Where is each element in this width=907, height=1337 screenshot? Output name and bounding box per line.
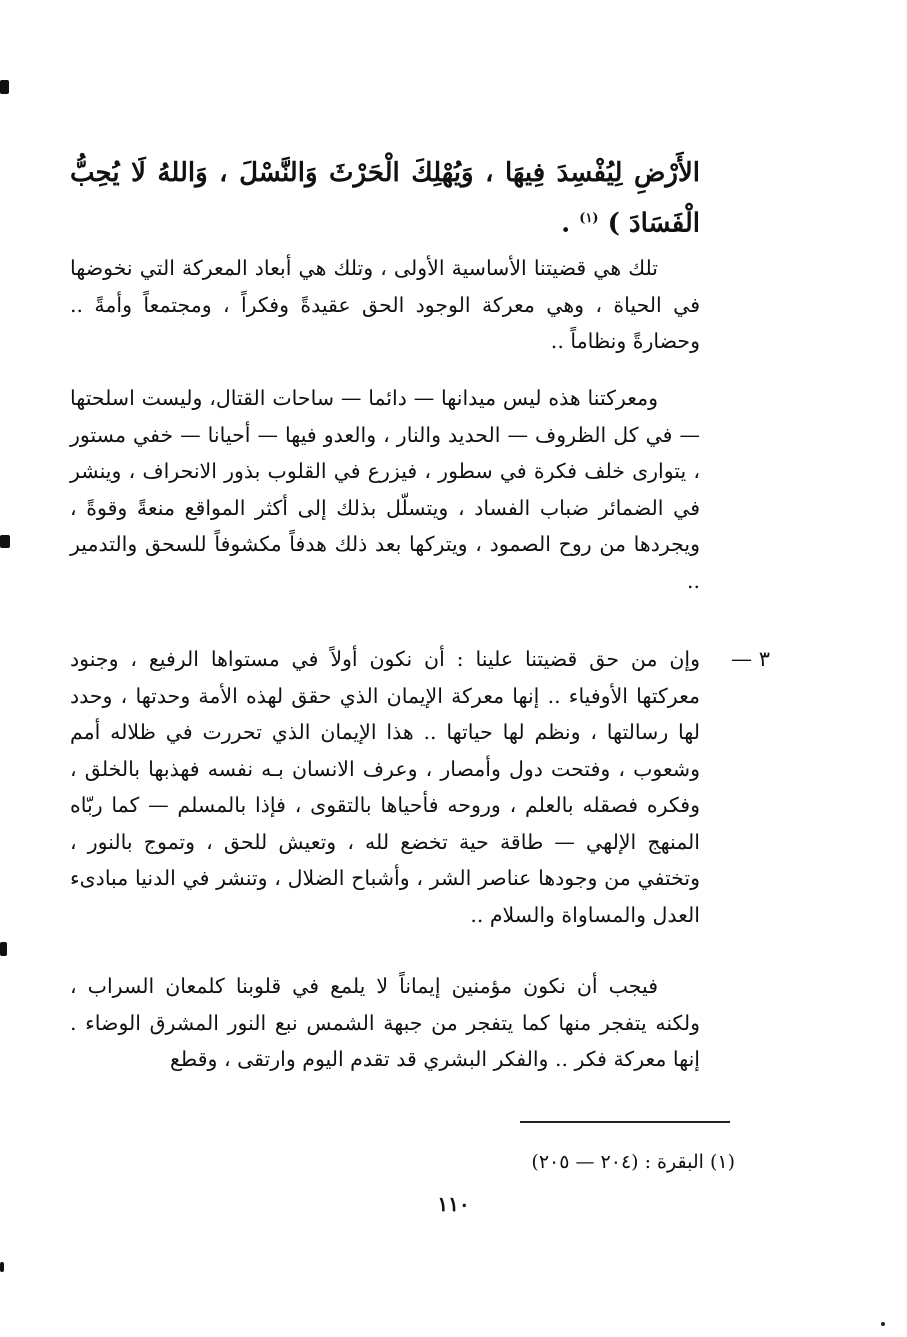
footnote-ref: (١) bbox=[579, 211, 599, 226]
paragraph-4: فيجب أن نكون مؤمنين إيماناً لا يلمع في قلوبنا كلمعان السراب ، ولكنه يتفجر منها كما يتفجر من جبهة الشمس نبع النور المشرق الوضاء . إنها معركة فكر .. والفكر البشري قد تقدم اليوم وارتقى ، وقطع bbox=[70, 974, 700, 1071]
scan-edge-mark bbox=[0, 942, 7, 956]
scan-edge-mark bbox=[0, 1262, 4, 1272]
quran-quote-end: . bbox=[561, 208, 580, 239]
scan-edge-mark bbox=[0, 535, 10, 548]
footnote: (١) البقرة : (٢٠٤ — ٢٠٥) bbox=[531, 1151, 735, 1173]
paragraph-2: ومعركتنا هذه ليس ميدانها — دائما — ساحات القتال، وليست اسلحتها — في كل الظروف — الحديد والنار ، والعدو فيها — أحيانا — خفي مستور ، يتوارى خلف فكرة في سطور ، فيزرع في القلوب بذور الانحراف ، وينشر في الضمائر ضباب الفساد ، ويتسلّل بذلك إلى أكثر المواقع منعةً وقوةً ، ويجردها من روح الصمود ، ويتركها بعد ذلك هدفاً مكشوفاً للسحق والتدمير .. bbox=[70, 386, 700, 593]
paragraph-1: تلك هي قضيتنا الأساسية الأولى ، وتلك هي أبعاد المعركة التي نخوضها في الحياة ، وهي معركة الوجود الحق عقيدةً وفكراً ، ومجتمعاً وأمةً .. وحضارةً ونظاماً .. bbox=[70, 256, 700, 353]
scan-edge-mark bbox=[0, 80, 9, 94]
page-number: ١١٠ bbox=[437, 1192, 470, 1216]
footnote-divider bbox=[520, 1121, 730, 1123]
paragraph-3: وإن من حق قضيتنا علينا : أن نكون أولاً في مستواها الرفيع ، وجنود معركتها الأوفياء .. إنها معركة الإيمان الذي حقق لهذه الأمة وحدتها ، وحدد لها رسالتها ، ونظم لها حياتها .. هذا الإيمان الذي تحررت في ظلاله أمم وشعوب ، وفتحت دول وأمصار ، وعرف الانسان بـه نفسه فهذبها بالخلق ، وفكره فصقله بالعلم ، وروحه فأحياها بالتقوى ، فإذا بالمسلم — كما ربّاه المنهج الإلهي — طاقة حية تخضع لله ، وتعيش للحق ، وتموج بالنور ، وتختفي من وجودها عناصر الشر ، وأشباح الضلال ، وتنشر في الدنيا مبادىء العدل والمساواة والسلام .. bbox=[70, 647, 700, 927]
quran-quote bbox=[70, 150, 700, 247]
paragraph-3-block bbox=[70, 641, 770, 933]
list-number: ٣ — bbox=[731, 647, 770, 671]
quran-quote-text: الأَرْضِ لِيُفْسِدَ فِيهَا ، وَيُهْلِكَ الْحَرْثَ وَالنَّسْلَ ، وَاللهُ لَا يُحِبُّ الْفَسَادَ ) bbox=[70, 158, 700, 239]
scan-speck bbox=[881, 1322, 885, 1326]
